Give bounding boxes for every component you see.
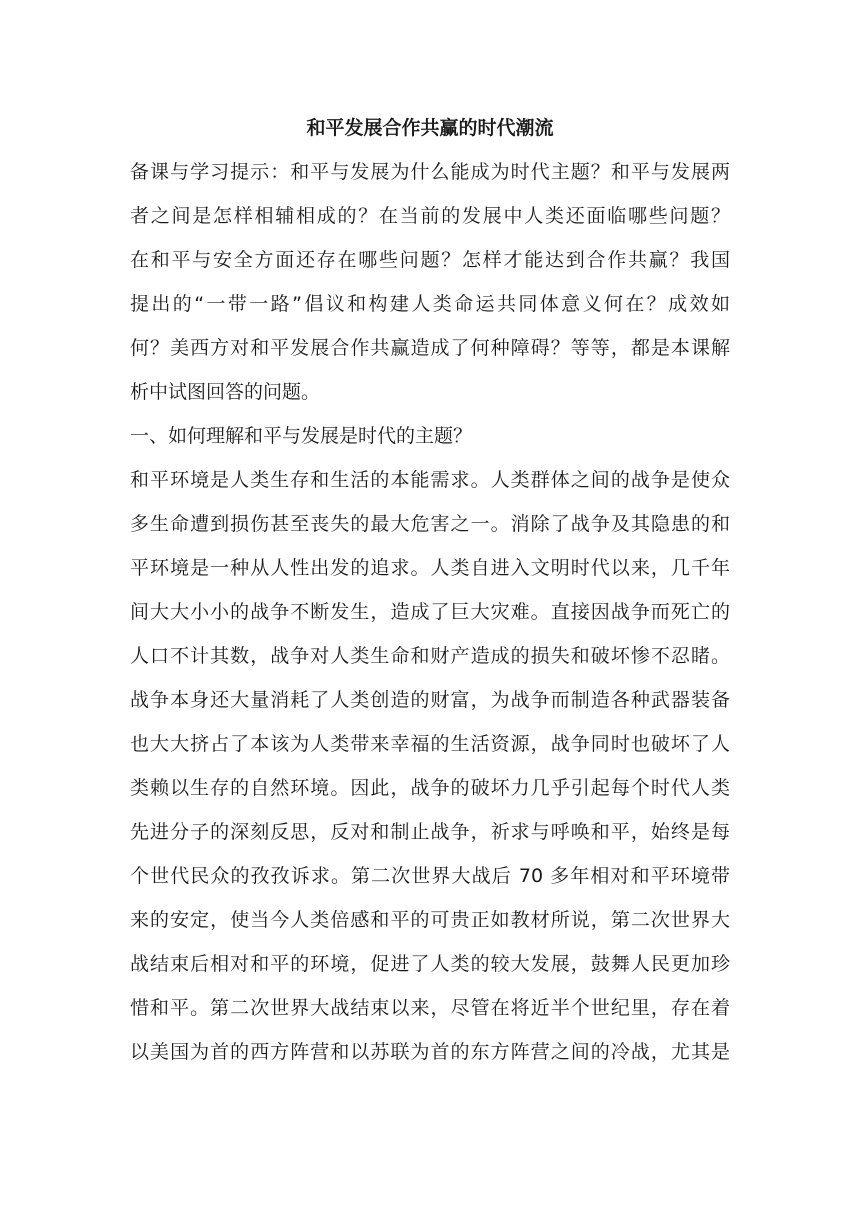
text-line: 多生命遭到损伤甚至丧失的最大危害之一。消除了战争及其隐患的和 [130,513,730,535]
text-line: 也大大挤占了本该为人类带来幸福的生活资源，战争同时也破坏了人 [130,733,730,755]
text-line: 和平环境是人类生存和生活的本能需求。人类群体之间的战争是使众 [130,469,730,491]
document-body [130,150,730,1074]
text-line: 来的安定，使当今人类倍感和平的可贵正如教材所说，第二次世界大 [130,909,730,931]
text-line: 间大大小小的战争不断发生，造成了巨大灾难。直接因战争而死亡的 [130,601,730,623]
text-line: 在和平与安全方面还存在哪些问题？怎样才能达到合作共赢？我国 [130,249,730,271]
text-line: 战结束后相对和平的环境，促进了人类的较大发展，鼓舞人民更加珍 [130,953,730,975]
text-line: 人口不计其数，战争对人类生命和财产造成的损失和破坏惨不忍睹。 [130,645,730,667]
section-heading: 一、如何理解和平与发展是时代的主题？ [130,425,473,447]
text-line: 个世代民众的孜孜诉求。第二次世界大战后 70 多年相对和平环境带 [130,865,730,887]
text-line: 析中试图回答的问题。 [130,381,321,403]
text-line: 者之间是怎样相辅相成的？在当前的发展中人类还面临哪些问题？ [130,205,730,227]
document-title: 和平发展合作共赢的时代潮流 [306,117,554,139]
text-line: 何？美西方对和平发展合作共赢造成了何种障碍？等等，都是本课解 [130,337,730,359]
text-line: 备课与学习提示：和平与发展为什么能成为时代主题？和平与发展两 [130,161,730,183]
text-line: 战争本身还大量消耗了人类创造的财富，为战争而制造各种武器装备 [130,689,730,711]
text-line: 类赖以生存的自然环境。因此，战争的破坏力几乎引起每个时代人类 [130,777,730,799]
text-line: 平环境是一种从人性出发的追求。人类自进入文明时代以来，几千年 [130,557,730,579]
text-line: 惜和平。第二次世界大战结束以来，尽管在将近半个世纪里，存在着 [130,997,730,1019]
text-line: 先进分子的深刻反思，反对和制止战争，祈求与呼唤和平，始终是每 [130,821,730,843]
text-line: 以美国为首的西方阵营和以苏联为首的东方阵营之间的冷战，尤其是 [130,1041,730,1063]
text-line: 提出的“一带一路”倡议和构建人类命运共同体意义何在？成效如 [130,293,730,315]
